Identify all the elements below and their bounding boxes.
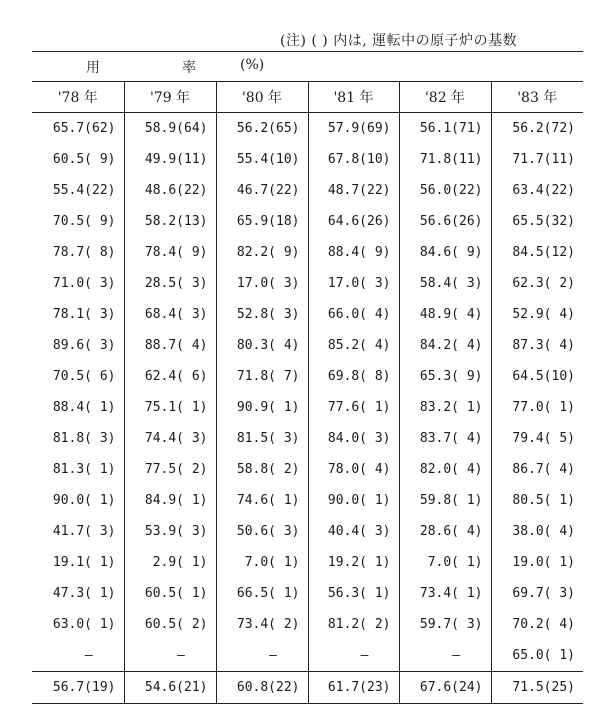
table-cell: 68.4( 3): [124, 299, 216, 330]
table-cell: 78.0( 4): [308, 454, 399, 485]
table-cell: 69.8( 8): [308, 361, 399, 392]
table-row: [32, 609, 583, 640]
table-row: [32, 113, 583, 145]
total-cell: 54.6(21): [124, 672, 216, 704]
table-cell: 79.4( 5): [491, 423, 583, 454]
table-cell: 89.6( 3): [52, 338, 116, 353]
table-cell: 83.2( 1): [399, 392, 491, 423]
table-cell: 84.6( 9): [399, 237, 491, 268]
table-cell: 19.2( 1): [308, 547, 399, 578]
table-cell: 70.5( 6): [52, 369, 116, 384]
table-cell: 55.4(10): [216, 144, 308, 175]
table-row: [32, 516, 583, 547]
table-cell: 59.8( 1): [399, 485, 491, 516]
table-cell: 90.0( 1): [52, 493, 116, 508]
table-row: [32, 454, 583, 485]
year-header: '80 年: [216, 82, 308, 113]
total-cell: 61.7(23): [308, 672, 399, 704]
table-cell: 71.8( 7): [216, 361, 308, 392]
table-cell: 7.0( 1): [216, 547, 308, 578]
table-cell: 50.6( 3): [216, 516, 308, 547]
table-cell: 82.2( 9): [216, 237, 308, 268]
table-cell: 65.0( 1): [491, 640, 583, 672]
table-cell: 58.2(13): [124, 206, 216, 237]
table-cell: 73.4( 2): [216, 609, 308, 640]
table-cell: 84.2( 4): [399, 330, 491, 361]
table-row: [32, 392, 583, 423]
table-cell: 66.5( 1): [216, 578, 308, 609]
table-row: [32, 578, 583, 609]
table-cell: 78.7( 8): [52, 245, 116, 260]
table-row: [32, 361, 583, 392]
table-cell: 55.4(22): [52, 183, 116, 198]
table-cell: 86.7( 4): [491, 454, 583, 485]
table-row: [32, 423, 583, 454]
table-cell: 64.6(26): [308, 206, 399, 237]
table-cell: 67.8(10): [308, 144, 399, 175]
table-cell: 74.6( 1): [216, 485, 308, 516]
table-cell: —: [216, 640, 308, 672]
total-row: [32, 672, 583, 704]
table-cell: 60.5( 9): [52, 152, 116, 167]
table-cell: 65.5(32): [491, 206, 583, 237]
table-cell: 56.2(65): [216, 113, 308, 145]
table-cell: 80.5( 1): [491, 485, 583, 516]
total-cell: 71.5(25): [491, 672, 583, 704]
table-cell: 88.4( 1): [52, 400, 116, 415]
table-cell: 62.4( 6): [124, 361, 216, 392]
table-cell: 63.0( 1): [52, 617, 116, 632]
table-cell: 56.1(71): [399, 113, 491, 145]
table-cell: 28.5( 3): [124, 268, 216, 299]
table-row: [32, 485, 583, 516]
table-cell: 84.5(12): [491, 237, 583, 268]
table-cell: 81.5( 3): [216, 423, 308, 454]
table-cell: 70.5( 9): [52, 214, 116, 229]
table-row: [32, 268, 583, 299]
year-header: '81 年: [308, 82, 399, 113]
table-cell: 66.0( 4): [308, 299, 399, 330]
title-row: [32, 51, 583, 82]
table-cell: 77.0( 1): [491, 392, 583, 423]
table-cell: 19.0( 1): [491, 547, 583, 578]
table-cell: 58.9(64): [124, 113, 216, 145]
table-cell: 48.6(22): [124, 175, 216, 206]
table-cell: —: [399, 640, 491, 672]
year-header: '79 年: [124, 82, 216, 113]
table-cell: 81.8( 3): [52, 431, 116, 446]
table-row: [32, 206, 583, 237]
table-cell: 19.1( 1): [52, 555, 116, 570]
table-cell: 88.7( 4): [124, 330, 216, 361]
table-cell: 28.6( 4): [399, 516, 491, 547]
table-cell: 90.0( 1): [308, 485, 399, 516]
table-cell: 90.9( 1): [216, 392, 308, 423]
table-cell: 69.7( 3): [491, 578, 583, 609]
table-cell: 82.0( 4): [399, 454, 491, 485]
table-row: [32, 144, 583, 175]
table-cell: 60.5( 2): [124, 609, 216, 640]
table-cell: 38.0( 4): [491, 516, 583, 547]
table-cell: 52.9( 4): [491, 299, 583, 330]
table-cell: 84.0( 3): [308, 423, 399, 454]
table-cell: 17.0( 3): [216, 268, 308, 299]
table-cell: 81.3( 1): [52, 462, 116, 477]
table-cell: 70.2( 4): [491, 609, 583, 640]
table-cell: 64.5(10): [491, 361, 583, 392]
table-cell: 59.7( 3): [399, 609, 491, 640]
table-row: [32, 330, 583, 361]
table-cell: 71.8(11): [399, 144, 491, 175]
table-cell: 87.3( 4): [491, 330, 583, 361]
table-cell: 7.0( 1): [399, 547, 491, 578]
table-cell: 78.4( 9): [124, 237, 216, 268]
table-row: [32, 640, 583, 672]
table-cell: 74.4( 3): [124, 423, 216, 454]
table-cell: 84.9( 1): [124, 485, 216, 516]
table-cell: 65.9(18): [216, 206, 308, 237]
table-cell: 52.8( 3): [216, 299, 308, 330]
year-header: '78 年: [32, 82, 124, 113]
year-header: '83 年: [491, 82, 583, 113]
table-cell: —: [124, 640, 216, 672]
table-cell: 49.9(11): [124, 144, 216, 175]
table-cell: 83.7( 4): [399, 423, 491, 454]
table-cell: 56.6(26): [399, 206, 491, 237]
table-row: [32, 175, 583, 206]
capacity-factor-table: [32, 51, 583, 704]
table-cell: 40.4( 3): [308, 516, 399, 547]
table-cell: 65.7(62): [52, 121, 116, 136]
table-row: [32, 299, 583, 330]
table-cell: 78.1( 3): [52, 307, 116, 322]
table-cell: —: [84, 648, 93, 663]
table-cell: 60.5( 1): [124, 578, 216, 609]
table-cell: 56.0(22): [399, 175, 491, 206]
table-cell: —: [308, 640, 399, 672]
table-cell: 41.7( 3): [52, 524, 116, 539]
table-cell: 88.4( 9): [308, 237, 399, 268]
table-row: [32, 547, 583, 578]
title-part-yo: 用: [86, 60, 100, 76]
total-cell: 56.7(19): [32, 672, 124, 704]
table-cell: 62.3( 2): [491, 268, 583, 299]
table-cell: 77.6( 1): [308, 392, 399, 423]
total-cell: 67.6(24): [399, 672, 491, 704]
table-cell: 71.0( 3): [52, 276, 116, 291]
table-cell: 65.3( 9): [399, 361, 491, 392]
table-cell: 56.2(72): [491, 113, 583, 145]
footnote: (注) ( ) 内は, 運転中の原子炉の基数: [280, 33, 518, 49]
title-part-percent: (%): [240, 57, 265, 73]
table-cell: 17.0( 3): [308, 268, 399, 299]
table-cell: 46.7(22): [216, 175, 308, 206]
table-cell: 73.4( 1): [399, 578, 491, 609]
table-cell: 48.9( 4): [399, 299, 491, 330]
table-cell: 57.9(69): [308, 113, 399, 145]
table-cell: 85.2( 4): [308, 330, 399, 361]
table-cell: 58.4( 3): [399, 268, 491, 299]
table-cell: 75.1( 1): [124, 392, 216, 423]
table-cell: 58.8( 2): [216, 454, 308, 485]
table-cell: 56.3( 1): [308, 578, 399, 609]
table-cell: 81.2( 2): [308, 609, 399, 640]
table-cell: 71.7(11): [491, 144, 583, 175]
table-cell: 2.9( 1): [124, 547, 216, 578]
table-cell: 53.9( 3): [124, 516, 216, 547]
table-cell: 48.7(22): [308, 175, 399, 206]
table-cell: 80.3( 4): [216, 330, 308, 361]
year-header-row: [32, 82, 583, 113]
title-part-ritsu: 率: [182, 60, 196, 76]
year-header: '82 年: [399, 82, 491, 113]
table-cell: 77.5( 2): [124, 454, 216, 485]
table-cell: 63.4(22): [491, 175, 583, 206]
total-cell: 60.8(22): [216, 672, 308, 704]
table-cell: 47.3( 1): [52, 586, 116, 601]
table-row: [32, 237, 583, 268]
